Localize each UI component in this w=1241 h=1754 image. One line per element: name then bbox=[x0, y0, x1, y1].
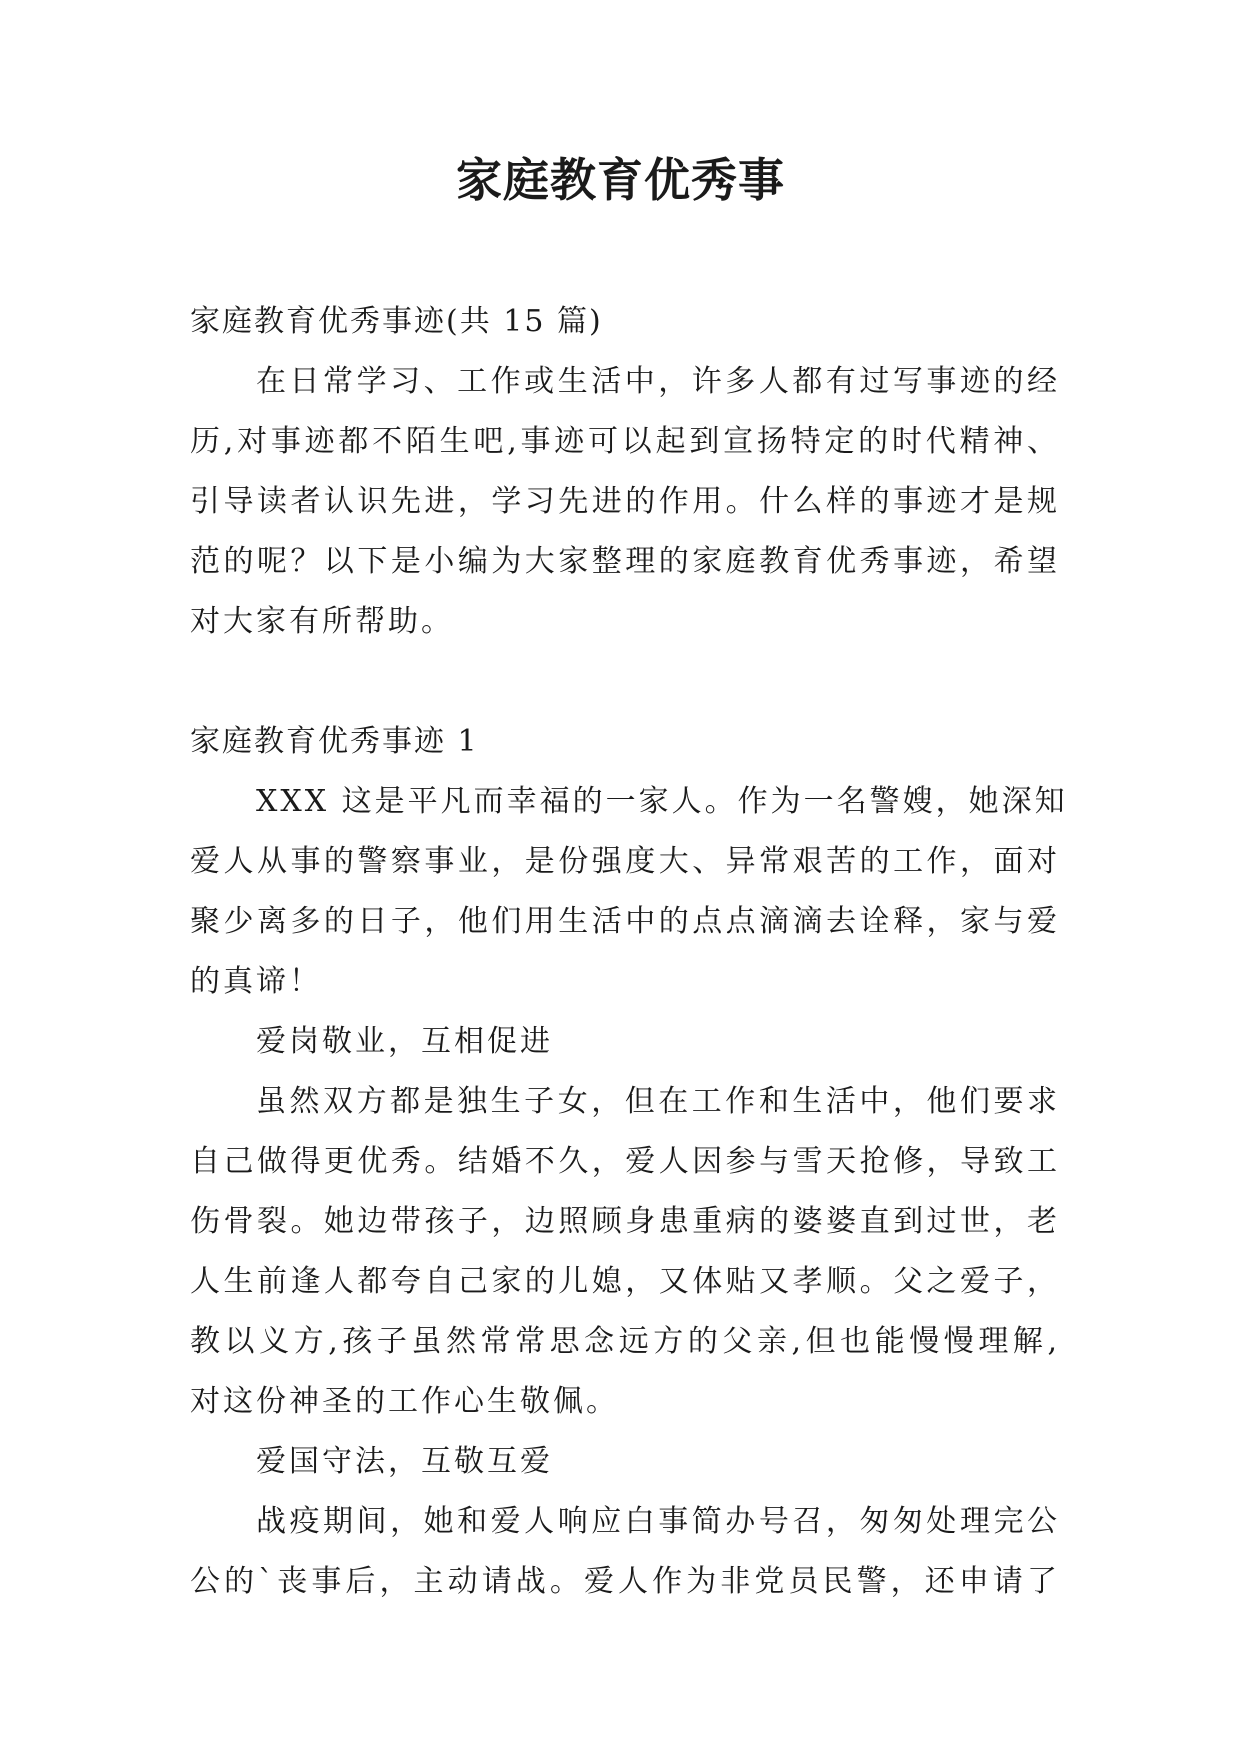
paragraph-line: 范的呢？以下是小编为大家整理的家庭教育优秀事迹，希望 bbox=[190, 544, 1060, 579]
document-title: 家庭教育优秀事 bbox=[456, 153, 785, 207]
story-paragraph bbox=[190, 1072, 1060, 1432]
story-paragraph bbox=[190, 1492, 1060, 1612]
subheading: 爱岗敬业，互相促进 bbox=[256, 1024, 553, 1059]
paragraph-line: 聚少离多的日子，他们用生活中的点点滴滴去诠释，家与爱 bbox=[190, 904, 1060, 939]
paragraph-line: 教以义方,孩子虽然常常思念远方的父亲,但也能慢慢理解, bbox=[190, 1324, 1060, 1359]
blank-line bbox=[190, 652, 1060, 712]
paragraph-line: 引导读者认识先进，学习先进的作用。什么样的事迹才是规 bbox=[190, 484, 1060, 519]
subheading: 爱国守法，互敬互爱 bbox=[256, 1444, 553, 1479]
paragraph-line: 爱人从事的警察事业，是份强度大、异常艰苦的工作，面对 bbox=[190, 844, 1060, 879]
paragraph-line: 在日常学习、工作或生活中，许多人都有过写事迹的经 bbox=[256, 364, 1060, 399]
paragraph-line: 战疫期间，她和爱人响应白事简办号召，匆匆处理完公 bbox=[256, 1504, 1060, 1539]
document-body bbox=[190, 292, 1068, 1612]
paragraph-line: 对这份神圣的工作心生敬佩。 bbox=[190, 1384, 619, 1419]
paragraph-line: 伤骨裂。她边带孩子，边照顾身患重病的婆婆直到过世，老 bbox=[190, 1204, 1060, 1239]
paragraph-line: 人生前逢人都夸自己家的儿媳，又体贴又孝顺。父之爱子， bbox=[190, 1264, 1060, 1299]
section-heading: 家庭教育优秀事迹 1 bbox=[190, 724, 479, 759]
section-heading: 家庭教育优秀事迹(共 15 篇) bbox=[190, 304, 603, 339]
paragraph-line: 历,对事迹都不陌生吧,事迹可以起到宣扬特定的时代精神、 bbox=[190, 424, 1060, 459]
paragraph-line: 的真谛！ bbox=[190, 964, 322, 999]
paragraph-line: 公的`丧事后，主动请战。爱人作为非党员民警，还申请了 bbox=[190, 1564, 1060, 1599]
paragraph-line: XXX 这是平凡而幸福的一家人。作为一名警嫂，她深知 bbox=[256, 784, 1068, 819]
paragraph-line: 自己做得更优秀。结婚不久，爱人因参与雪天抢修，导致工 bbox=[190, 1144, 1060, 1179]
paragraph-line: 对大家有所帮助。 bbox=[190, 604, 454, 639]
paragraph-line: 虽然双方都是独生子女，但在工作和生活中，他们要求 bbox=[256, 1084, 1060, 1119]
story-paragraph bbox=[190, 772, 1068, 1012]
intro-paragraph bbox=[190, 352, 1060, 652]
